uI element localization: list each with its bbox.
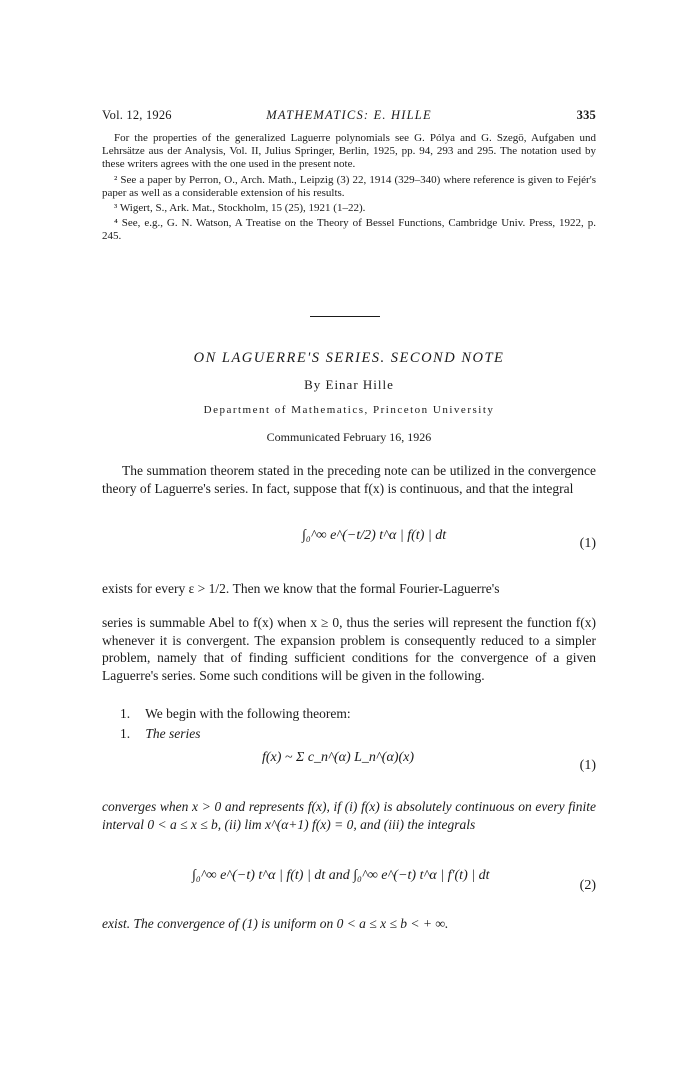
footnote: ³ Wigert, S., Ark. Mat., Stockholm, 15 (25), 1921 (1–22). [114, 202, 366, 215]
paragraph-uniform: exist. The convergence of (1) is uniform on 0 < a ≤ x ≤ b < + ∞. [102, 916, 449, 931]
equation-number: (1) [579, 758, 596, 773]
footnote: ² See a paper by Perron, O., Arch. Math., Leipzig (3) 22, 1914 (329–340) where reference is given to Fejér's paper as well as a considerable extension of his results. [102, 173, 596, 199]
equation-number: (2) [579, 878, 596, 893]
equation-number: (1) [579, 536, 596, 551]
communicated-date: Communicated February 16, 1926 [266, 430, 432, 444]
article-title: ON LAGUERRE'S SERIES. SECOND NOTE [193, 350, 505, 366]
list-text: The series [145, 726, 201, 741]
equation-expression: f(x) ~ Σ c_n^(α) L_n^(α)(x) [262, 750, 415, 765]
journal-header: MATHEMATICS: E. HILLE [266, 108, 432, 122]
affiliation: Department of Mathematics, Princeton University [203, 404, 495, 416]
equation-2 [102, 750, 596, 786]
list-item [102, 726, 596, 742]
equation-3 [102, 868, 596, 908]
equation-1 [102, 528, 596, 564]
paragraph-summable: series is summable Abel to f(x) when x ≥ 0, thus the series will represent the function f(x) whenever it is convergent. The expansion problem is consequently reduced to a simpler problem, namely that of finding sufficient conditions for the convergence of a given Laguerre's series. Some such conditions will be given in the following. [102, 615, 596, 683]
equation-expression: ∫₀^∞ e^(−t) t^α | f(t) | dt and ∫₀^∞ e^(−t) t^α | f′(t) | dt [192, 868, 490, 883]
list-number: 1. [120, 706, 131, 721]
list-number: 1. [120, 726, 131, 741]
page-number: 335 [576, 108, 596, 122]
list-text: We begin with the following theorem: [145, 706, 351, 721]
author-byline: By Einar Hille [304, 377, 394, 392]
footnote: ⁴ See, e.g., G. N. Watson, A Treatise on the Theory of Bessel Functions, Cambridge Univ. Press, 1922, p. 245. [102, 217, 596, 243]
paragraph-intro: The summation theorem stated in the preceding note can be utilized in the convergence theory of Laguerre's series. In fact, suppose that f(x) is continuous, and that the integral [102, 463, 596, 496]
list-item [102, 706, 596, 722]
paragraph-converges: converges when x > 0 and represents f(x), if (i) f(x) is absolutely continuous on every finite interval 0 < a ≤ x ≤ b, (ii) lim x^(α+1) f(x) = 0, and (iii) the integrals [102, 799, 596, 832]
footnote: For the properties of the generalized Laguerre polynomials see G. Pólya and G. Szegö, Aufgaben und Lehrsätze aus der Analysis, Vol. II, Julius Springer, Berlin, 1925, pp. 94, 293 and 295. The notation used by these writers agrees with the one used in the present note. [102, 132, 596, 171]
volume-label: Vol. 12, 1926 [102, 108, 172, 122]
equation-expression: ∫₀^∞ e^(−t/2) t^α | f(t) | dt [302, 528, 447, 543]
section-divider [310, 316, 380, 317]
paragraph-exists: exists for every ε > 1/2. Then we know that the formal Fourier-Laguerre's [102, 581, 500, 596]
footnotes [102, 132, 596, 246]
